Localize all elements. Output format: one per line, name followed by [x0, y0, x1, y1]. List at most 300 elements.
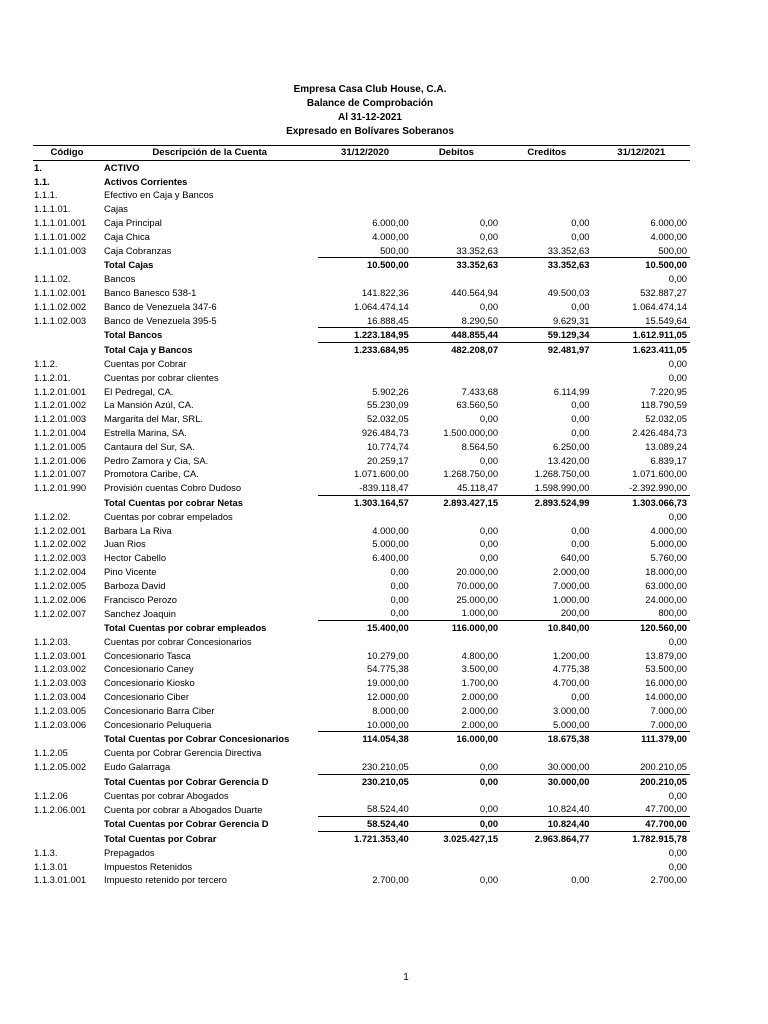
table-row: [33, 412, 690, 426]
total-row: [33, 343, 690, 357]
credits-amount: 5.000,00: [553, 718, 590, 730]
closing-balance: 6.839,17: [650, 454, 687, 466]
credits-amount: [501, 635, 592, 649]
debits-amount: 0,00: [479, 413, 499, 425]
table-row: [33, 746, 690, 760]
closing-balance: 1.303.066,73: [593, 495, 691, 509]
account-description: Total Cuentas por cobrar Netas: [104, 496, 243, 508]
closing-balance: 1.612.911,05: [593, 328, 691, 343]
account-code: [33, 258, 101, 272]
table-row: [33, 160, 690, 174]
credits-amount: 0,00: [571, 300, 590, 312]
credits-amount: [501, 746, 592, 760]
account-code: [33, 621, 101, 635]
account-code: 1.1.1.01.: [34, 203, 71, 215]
account-code: [33, 343, 101, 357]
closing-balance: 5.760,00: [650, 552, 687, 564]
closing-balance: 120.560,00: [593, 621, 691, 635]
account-code: 1.1.1.: [34, 189, 58, 201]
debits-amount: 0,00: [479, 216, 499, 228]
account-description: Promotora Caribe, CA.: [104, 468, 199, 480]
debits-amount: 1.500.000,00: [443, 426, 499, 438]
debits-amount: [412, 202, 501, 216]
credits-amount: 10.824,40: [547, 803, 590, 815]
account-code: 1.1.2.01.004: [34, 426, 87, 438]
debits-amount: 25.000,00: [456, 593, 499, 605]
account-code: 1.1.2.03.006: [34, 718, 87, 730]
debits-amount: 3.025.427,15: [412, 832, 501, 846]
debits-amount: 70.000,00: [456, 579, 499, 591]
debits-amount: 0,00: [412, 817, 501, 832]
debits-amount: 0,00: [479, 874, 499, 886]
credits-amount: [501, 510, 592, 524]
account-description: Banco de Venezuela 395-5: [104, 314, 217, 326]
account-code: [33, 832, 101, 846]
debits-amount: 2.000,00: [461, 704, 499, 716]
company-name: Empresa Casa Club House, C.A.: [293, 84, 447, 95]
debits-amount: 482.208,07: [412, 343, 501, 357]
credits-amount: 0,00: [571, 413, 590, 425]
account-description: Impuestos Retenidos: [104, 860, 193, 872]
closing-balance: 24.000,00: [645, 593, 687, 605]
debits-amount: 0,00: [479, 538, 499, 550]
table-row: [33, 481, 690, 495]
table-row: [33, 690, 690, 704]
table-row: [33, 593, 690, 607]
closing-balance: 52.032,05: [645, 413, 687, 425]
closing-balance: 1.071.600,00: [632, 468, 687, 480]
table-row: [33, 216, 690, 230]
account-code: 1.1.2.02.005: [34, 579, 87, 591]
credits-amount: 1.268.750,00: [534, 468, 590, 480]
table-row: [33, 718, 690, 732]
table-header-row: [33, 146, 690, 161]
debits-amount: [412, 746, 501, 760]
closing-balance: 7.000,00: [650, 704, 687, 716]
table-row: [33, 846, 690, 860]
credits-amount: [501, 371, 592, 385]
credits-amount: [501, 188, 592, 202]
opening-balance: [318, 272, 411, 286]
closing-balance: 7.220,95: [650, 385, 687, 397]
account-code: 1.1.2.01.007: [34, 468, 87, 480]
account-code: 1.1.2.05: [34, 747, 68, 759]
credits-amount: [501, 357, 592, 371]
account-code: 1.1.1.02.: [34, 273, 71, 285]
opening-balance: [318, 202, 411, 216]
debits-amount: [412, 188, 501, 202]
opening-balance: 6.400,00: [372, 552, 409, 564]
closing-balance: 4.000,00: [650, 230, 687, 242]
debits-amount: 63.560,50: [456, 399, 499, 411]
table-row: [33, 371, 690, 385]
credits-amount: 10.824,40: [501, 817, 592, 832]
column-header-opening-balance: 31/12/2020: [318, 146, 411, 161]
account-code: 1.1.2.03.001: [34, 649, 87, 661]
account-code: [33, 774, 101, 788]
credits-amount: 3.000,00: [553, 704, 590, 716]
account-code: 1.1.3.01: [34, 860, 68, 872]
account-description: Concesionario Peluqueria: [104, 718, 212, 730]
account-code: 1.1.2.03.004: [34, 691, 87, 703]
table-row: [33, 244, 690, 258]
credits-amount: [501, 202, 592, 216]
account-code: [33, 817, 101, 832]
credits-amount: 2.893.524,99: [501, 495, 592, 509]
table-row: [33, 537, 690, 551]
table-row: [33, 860, 690, 874]
account-description: Cuenta por Cobrar Gerencia Directiva: [104, 747, 262, 759]
closing-balance: 0,00: [668, 846, 687, 858]
account-description: Caja Principal: [104, 216, 162, 228]
total-row: [33, 495, 690, 509]
account-code: 1.1.2.01.006: [34, 454, 87, 466]
closing-balance: 111.379,00: [593, 732, 691, 746]
opening-balance: 0,00: [390, 593, 409, 605]
table-row: [33, 635, 690, 649]
credits-amount: 4.775,38: [553, 663, 590, 675]
opening-balance: 58.524,40: [318, 817, 411, 832]
opening-balance: [318, 160, 411, 174]
closing-balance: 1.782.915,78: [593, 832, 691, 846]
credits-amount: 640,00: [560, 552, 590, 564]
credits-amount: 18.675,38: [501, 732, 592, 746]
closing-balance: 16.000,00: [645, 677, 687, 689]
closing-balance: 200.210,05: [593, 774, 691, 788]
table-row: [33, 175, 690, 189]
opening-balance: 12.000,00: [367, 691, 409, 703]
account-description: Concesionario Tasca: [104, 649, 191, 661]
credits-amount: 1.598.990,00: [534, 482, 590, 494]
account-description: Cuentas por cobrar empelados: [104, 510, 233, 522]
table-row: [33, 357, 690, 371]
column-header-description: Descripción de la Cuenta: [101, 146, 318, 161]
closing-balance: 532.887,27: [640, 286, 687, 298]
account-code: 1.1.1.01.003: [34, 244, 87, 256]
debits-amount: 0,00: [479, 300, 499, 312]
closing-balance: 118.790,59: [640, 399, 687, 411]
page-number: 1: [403, 972, 409, 983]
opening-balance: 114.054,38: [318, 732, 411, 746]
opening-balance: 52.032,05: [367, 413, 409, 425]
account-description: Total Cuentas por Cobrar Gerencia D: [104, 818, 269, 830]
account-description: El Pedregal, CA.: [104, 385, 174, 397]
closing-balance: [593, 175, 691, 189]
account-code: [33, 732, 101, 746]
credits-amount: 4.700,00: [553, 677, 590, 689]
closing-balance: 7.000,00: [650, 718, 687, 730]
debits-amount: 8.290,50: [461, 314, 499, 326]
debits-amount: [412, 860, 501, 874]
opening-balance: 0,00: [390, 607, 409, 619]
table-row: [33, 385, 690, 399]
table-row: [33, 202, 690, 216]
closing-balance: 0,00: [668, 357, 687, 369]
opening-balance: 10.774,74: [367, 440, 409, 452]
closing-balance: 0,00: [668, 371, 687, 383]
table-row: [33, 467, 690, 481]
closing-balance: 0,00: [668, 510, 687, 522]
closing-balance: 800,00: [658, 607, 687, 619]
debits-amount: [412, 175, 501, 189]
account-code: 1.1.2.02.006: [34, 593, 87, 605]
closing-balance: 500,00: [658, 244, 687, 256]
credits-amount: 59.129,34: [501, 328, 592, 343]
credits-amount: [501, 175, 592, 189]
closing-balance: 1.064.474,14: [632, 300, 687, 312]
debits-amount: [412, 510, 501, 524]
debits-amount: 0,00: [479, 803, 499, 815]
table-row: [33, 440, 690, 454]
report-header: [0, 83, 768, 139]
credits-amount: 9.629,31: [553, 314, 590, 326]
account-description: Caja Cobranzas: [104, 244, 172, 256]
credits-amount: 2.000,00: [553, 565, 590, 577]
closing-balance: 0,00: [668, 789, 687, 801]
total-row: [33, 328, 690, 343]
account-description: Banco de Venezuela 347-6: [104, 300, 217, 312]
total-row: [33, 832, 690, 846]
account-description: Francisco Perozo: [104, 593, 177, 605]
table-row: [33, 565, 690, 579]
account-code: 1.1.2.: [34, 357, 58, 369]
credits-amount: [501, 789, 592, 803]
account-description: Caja Chica: [104, 230, 150, 242]
opening-balance: 4.000,00: [372, 230, 409, 242]
opening-balance: 10.279,00: [367, 649, 409, 661]
opening-balance: [318, 175, 411, 189]
account-description: Juan Rios: [104, 538, 146, 550]
credits-amount: 7.000,00: [553, 579, 590, 591]
opening-balance: 10.500,00: [318, 258, 411, 272]
account-description: Total Caja y Bancos: [104, 343, 193, 355]
account-description: Total Cuentas por Cobrar Concesionarios: [104, 733, 290, 745]
account-code: 1.1.2.01.: [34, 371, 71, 383]
closing-balance: 200.210,05: [640, 761, 687, 773]
opening-balance: [318, 746, 411, 760]
credits-amount: 6.250,00: [553, 440, 590, 452]
debits-amount: 0,00: [479, 524, 499, 536]
opening-balance: 16.888,45: [367, 314, 409, 326]
opening-balance: 20.259,17: [367, 454, 409, 466]
debits-amount: 0,00: [479, 230, 499, 242]
credits-amount: 0,00: [571, 691, 590, 703]
opening-balance: 0,00: [390, 579, 409, 591]
account-code: 1.1.1.02.002: [34, 300, 87, 312]
table-row: [33, 510, 690, 524]
credits-amount: [501, 846, 592, 860]
debits-amount: 20.000,00: [456, 565, 499, 577]
closing-balance: 14.000,00: [645, 691, 687, 703]
account-code: 1.1.2.02.002: [34, 538, 87, 550]
account-code: [33, 495, 101, 509]
opening-balance: 500,00: [380, 244, 409, 256]
closing-balance: 47.700,00: [645, 803, 687, 815]
closing-balance: 13.879,00: [645, 649, 687, 661]
opening-balance: 5.902,26: [372, 385, 409, 397]
account-description: Estrella Marina, SA.: [104, 426, 187, 438]
table-row: [33, 314, 690, 328]
closing-balance: 4.000,00: [650, 524, 687, 536]
account-description: Impuesto retenido por tercero: [104, 874, 228, 886]
column-header-credits: Creditos: [501, 146, 592, 161]
account-code: 1.1.2.02.: [34, 510, 71, 522]
table-row: [33, 551, 690, 565]
account-description: Cuentas por cobrar Abogados: [104, 789, 229, 801]
table-row: [33, 300, 690, 314]
opening-balance: 1.064.474,14: [354, 300, 409, 312]
closing-balance: -2.392.990,00: [629, 482, 687, 494]
debits-amount: [412, 846, 501, 860]
closing-balance: 15.549,64: [645, 314, 687, 326]
account-code: [33, 328, 101, 343]
trial-balance-table: [33, 145, 690, 887]
table-row: [33, 789, 690, 803]
credits-amount: 200,00: [560, 607, 590, 619]
opening-balance: [318, 635, 411, 649]
closing-balance: 6.000,00: [650, 216, 687, 228]
debits-amount: 45.118,47: [457, 482, 499, 494]
debits-amount: [412, 272, 501, 286]
opening-balance: [318, 188, 411, 202]
account-description: Cuentas por cobrar Concesionarios: [104, 635, 252, 647]
account-description: Concesionario Ciber: [104, 691, 189, 703]
credits-amount: [501, 272, 592, 286]
debits-amount: [412, 789, 501, 803]
opening-balance: 1.233.684,95: [318, 343, 411, 357]
table-row: [33, 649, 690, 663]
closing-balance: [593, 746, 691, 760]
account-code: 1.1.2.05.002: [34, 761, 87, 773]
account-code: 1.1.1.02.003: [34, 314, 87, 326]
account-code: 1.1.2.03.002: [34, 663, 87, 675]
account-description: Cantaura del Sur, SA.: [104, 440, 195, 452]
closing-balance: 1.623.411,05: [593, 343, 691, 357]
opening-balance: 10.000,00: [367, 718, 409, 730]
debits-amount: 3.500,00: [461, 663, 499, 675]
account-code: 1.1.3.01.001: [34, 874, 87, 886]
account-code: 1.1.1.02.001: [34, 286, 87, 298]
account-code: 1.1.2.02.003: [34, 552, 87, 564]
debits-amount: 116.000,00: [412, 621, 501, 635]
column-header-debits: Debitos: [412, 146, 501, 161]
account-description: Bancos: [104, 273, 136, 285]
opening-balance: 0,00: [390, 565, 409, 577]
table-row: [33, 188, 690, 202]
opening-balance: 230.210,05: [361, 761, 409, 773]
opening-balance: 1.223.184,95: [318, 328, 411, 343]
opening-balance: [318, 860, 411, 874]
credits-amount: 30.000,00: [547, 761, 590, 773]
currency-note: Expresado en Bolívares Soberanos: [286, 126, 454, 137]
table-row: [33, 426, 690, 440]
account-code: 1.1.2.01.003: [34, 413, 87, 425]
debits-amount: 448.855,44: [412, 328, 501, 343]
credits-amount: [501, 860, 592, 874]
opening-balance: 19.000,00: [367, 677, 409, 689]
credits-amount: 1.000,00: [553, 593, 590, 605]
account-code: 1.1.2.01.990: [34, 482, 87, 494]
account-description: Margarita del Mar, SRL.: [104, 413, 204, 425]
table-row: [33, 704, 690, 718]
debits-amount: 4.800,00: [461, 649, 499, 661]
opening-balance: [318, 789, 411, 803]
account-code: 1.1.2.03.: [34, 635, 71, 647]
closing-balance: 47.700,00: [593, 817, 691, 832]
closing-balance: 0,00: [668, 635, 687, 647]
account-description: Efectivo en Caja y Bancos: [104, 189, 214, 201]
closing-balance: [593, 202, 691, 216]
opening-balance: [318, 510, 411, 524]
credits-amount: 0,00: [571, 426, 590, 438]
closing-balance: 13.089,24: [645, 440, 687, 452]
account-description: Total Cuentas por Cobrar Gerencia D: [104, 775, 269, 787]
opening-balance: 4.000,00: [372, 524, 409, 536]
account-description: Cuenta por cobrar a Abogados Duarte: [104, 803, 263, 815]
credits-amount: 0,00: [571, 524, 590, 536]
credits-amount: 30.000,00: [501, 774, 592, 788]
opening-balance: [318, 357, 411, 371]
closing-balance: 10.500,00: [593, 258, 691, 272]
table-row: [33, 398, 690, 412]
account-description: Barboza David: [104, 579, 166, 591]
table-row: [33, 760, 690, 774]
opening-balance: 8.000,00: [372, 704, 409, 716]
debits-amount: 440.564,94: [451, 286, 499, 298]
credits-amount: 0,00: [571, 216, 590, 228]
credits-amount: 0,00: [571, 230, 590, 242]
account-description: Total Bancos: [104, 329, 163, 341]
table-row: [33, 579, 690, 593]
credits-amount: 0,00: [571, 538, 590, 550]
account-code: 1.1.1.01.001: [34, 216, 87, 228]
account-description: Total Cuentas por cobrar empleados: [104, 621, 267, 633]
account-code: 1.: [34, 161, 42, 173]
account-code: 1.1.2.02.007: [34, 607, 87, 619]
opening-balance: 2.700,00: [372, 874, 409, 886]
credits-amount: [501, 160, 592, 174]
debits-amount: 16.000,00: [412, 732, 501, 746]
column-header-closing-balance: 31/12/2021: [593, 146, 691, 161]
opening-balance: 5.000,00: [372, 538, 409, 550]
opening-balance: 55.230,09: [367, 399, 409, 411]
account-description: Cuentas por cobrar clientes: [104, 371, 219, 383]
opening-balance: 6.000,00: [372, 216, 409, 228]
opening-balance: 230.210,05: [318, 774, 411, 788]
account-description: Provisión cuentas Cobro Dudoso: [104, 482, 242, 494]
account-description: Barbara La Riva: [104, 524, 172, 536]
table-row: [33, 272, 690, 286]
opening-balance: [318, 371, 411, 385]
credits-amount: 10.840,00: [501, 621, 592, 635]
account-description: Sanchez Joaquin: [104, 607, 176, 619]
closing-balance: 0,00: [668, 273, 687, 285]
credits-amount: 6.114,99: [553, 385, 590, 397]
account-description: Concesionario Barra Ciber: [104, 704, 215, 716]
opening-balance: 1.303.164,57: [318, 495, 411, 509]
closing-balance: 18.000,00: [645, 565, 687, 577]
account-code: 1.1.2.01.002: [34, 399, 87, 411]
debits-amount: 0,00: [412, 774, 501, 788]
total-row: [33, 774, 690, 788]
opening-balance: 15.400,00: [318, 621, 411, 635]
opening-balance: 926.484,73: [361, 426, 409, 438]
report-date: Al 31-12-2021: [338, 112, 402, 123]
opening-balance: 141.822,36: [361, 286, 409, 298]
account-description: Cajas: [104, 203, 128, 215]
table-row: [33, 286, 690, 300]
opening-balance: 54.775,38: [367, 663, 409, 675]
